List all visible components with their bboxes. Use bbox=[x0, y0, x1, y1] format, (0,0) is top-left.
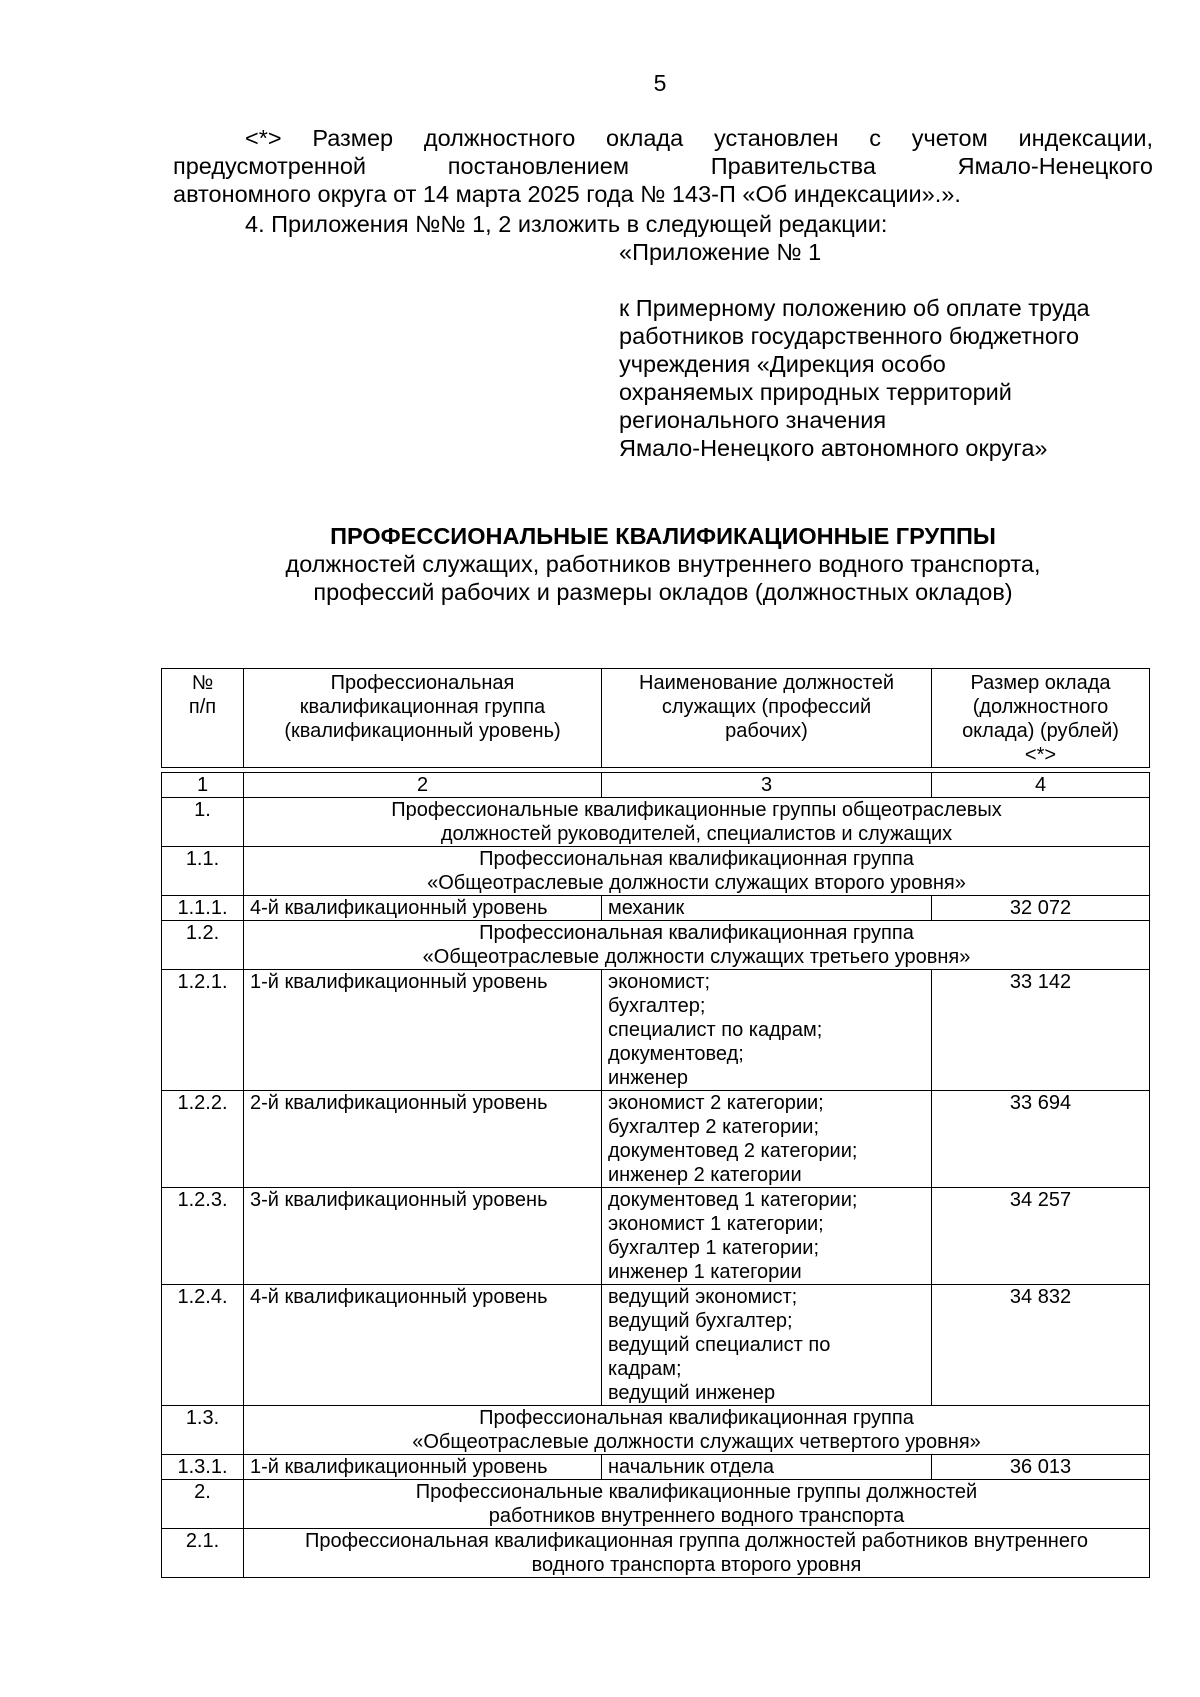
footnote-line-3: автономного округа от 14 марта 2025 года № 143-П «Об индексации».». bbox=[173, 181, 961, 207]
salary-value: 34 832 bbox=[932, 1285, 1150, 1406]
header-cell-number: № п/п bbox=[162, 669, 244, 768]
heading-title: ПРОФЕССИОНАЛЬНЫЕ КВАЛИФИКАЦИОННЫЕ ГРУППЫ bbox=[330, 523, 996, 549]
heading-subtitle-line-2: профессий рабочих и размеры окладов (должностных окладов) bbox=[313, 579, 1013, 605]
salary-value: 34 257 bbox=[932, 1188, 1150, 1285]
appendix-line: к Примерному положению об оплате труда bbox=[619, 295, 1090, 321]
position-list: механик bbox=[602, 896, 932, 921]
qualification-level: 1-й квалификационный уровень bbox=[244, 1455, 602, 1480]
heading-subtitle-line-1: должностей служащих, работников внутреннего водного транспорта, bbox=[285, 551, 1041, 577]
position-list: ведущий экономист; ведущий бухгалтер; ведущий специалист по кадрам; ведущий инженер bbox=[602, 1285, 932, 1406]
row-number: 1.2.3. bbox=[162, 1188, 244, 1285]
appendix-title: «Приложение № 1 bbox=[619, 239, 822, 265]
row-number: 1.3.1. bbox=[162, 1455, 244, 1480]
group-title: Профессиональная квалификационная группа «Общеотраслевые должности служащих четвертого уровня» bbox=[244, 1406, 1150, 1455]
position-list: начальник отдела bbox=[602, 1455, 932, 1480]
table-row bbox=[162, 1455, 1150, 1480]
qualification-table bbox=[161, 668, 1150, 1578]
salary-value: 32 072 bbox=[932, 896, 1150, 921]
salary-value: 33 142 bbox=[932, 970, 1150, 1091]
table-group-row bbox=[162, 798, 1150, 847]
table-row bbox=[162, 1188, 1150, 1285]
row-number: 1.1. bbox=[162, 847, 244, 896]
group-title: Профессиональные квалификационные группы общеотраслевых должностей руководителей, специалистов и служащих bbox=[244, 798, 1150, 847]
footnote-line-2: предусмотренной постановлением Правительства Ямало-Ненецкого bbox=[173, 153, 1153, 179]
row-number: 2. bbox=[162, 1480, 244, 1529]
salary-value: 33 694 bbox=[932, 1091, 1150, 1188]
table-row bbox=[162, 1285, 1150, 1406]
header-cell-group: Профессиональная квалификационная группа (квалификационный уровень) bbox=[244, 669, 602, 768]
table-group-row bbox=[162, 921, 1150, 970]
qualification-level: 4-й квалификационный уровень bbox=[244, 1285, 602, 1406]
appendix-line: Ямало-Ненецкого автономного округа» bbox=[619, 435, 1048, 461]
appendix-line: охраняемых природных территорий bbox=[619, 379, 1012, 405]
group-title: Профессиональная квалификационная группа должностей работников внутреннего водного транспорта второго уровня bbox=[244, 1529, 1150, 1578]
row-number: 1.2.1. bbox=[162, 970, 244, 1091]
qualification-level: 3-й квалификационный уровень bbox=[244, 1188, 602, 1285]
row-number: 1.2. bbox=[162, 921, 244, 970]
table-group-row bbox=[162, 847, 1150, 896]
header-cell-positions: Наименование должностей служащих (профессий рабочих) bbox=[602, 669, 932, 768]
column-number: 4 bbox=[932, 773, 1150, 798]
appendix-line: регионального значения bbox=[619, 407, 887, 433]
group-title: Профессиональная квалификационная группа «Общеотраслевые должности служащих третьего уровня» bbox=[244, 921, 1150, 970]
table-group-row bbox=[162, 1406, 1150, 1455]
table-group-row bbox=[162, 1529, 1150, 1578]
table-row bbox=[162, 896, 1150, 921]
group-title: Профессиональная квалификационная группа «Общеотраслевые должности служащих второго уровня» bbox=[244, 847, 1150, 896]
appendix-line: учреждения «Дирекция особо bbox=[619, 351, 946, 377]
header-cell-salary: Размер оклада (должностного оклада) (рублей) <*> bbox=[932, 669, 1150, 768]
position-list: экономист; бухгалтер; специалист по кадрам; документовед; инженер bbox=[602, 970, 932, 1091]
column-number: 3 bbox=[602, 773, 932, 798]
table-row bbox=[162, 970, 1150, 1091]
column-number: 2 bbox=[244, 773, 602, 798]
qualification-level: 4-й квалификационный уровень bbox=[244, 896, 602, 921]
footnote bbox=[173, 124, 1153, 208]
table-row bbox=[162, 1091, 1150, 1188]
row-number: 2.1. bbox=[162, 1529, 244, 1578]
footnote-line-1: <*> Размер должностного оклада установлен с учетом индексации, bbox=[245, 125, 1153, 151]
column-number: 1 bbox=[162, 773, 244, 798]
item-4-paragraph: 4. Приложения №№ 1, 2 изложить в следующей редакции: bbox=[245, 211, 888, 237]
row-number: 1.3. bbox=[162, 1406, 244, 1455]
position-list: экономист 2 категории; бухгалтер 2 категории; документовед 2 категории; инженер 2 категории bbox=[602, 1091, 932, 1188]
appendix-caption bbox=[619, 238, 1159, 462]
document-heading bbox=[173, 522, 1153, 606]
table-group-row bbox=[162, 1480, 1150, 1529]
row-number: 1. bbox=[162, 798, 244, 847]
qualification-level: 1-й квалификационный уровень bbox=[244, 970, 602, 1091]
position-list: документовед 1 категории; экономист 1 категории; бухгалтер 1 категории; инженер 1 категории bbox=[602, 1188, 932, 1285]
row-number: 1.1.1. bbox=[162, 896, 244, 921]
page-number: 5 bbox=[653, 70, 667, 96]
salary-value: 36 013 bbox=[932, 1455, 1150, 1480]
table-header-row bbox=[162, 669, 1150, 768]
row-number: 1.2.4. bbox=[162, 1285, 244, 1406]
qualification-level: 2-й квалификационный уровень bbox=[244, 1091, 602, 1188]
group-title: Профессиональные квалификационные группы должностей работников внутреннего водного транспорта bbox=[244, 1480, 1150, 1529]
appendix-line: работников государственного бюджетного bbox=[619, 323, 1080, 349]
row-number: 1.2.2. bbox=[162, 1091, 244, 1188]
column-number-row bbox=[162, 773, 1150, 798]
